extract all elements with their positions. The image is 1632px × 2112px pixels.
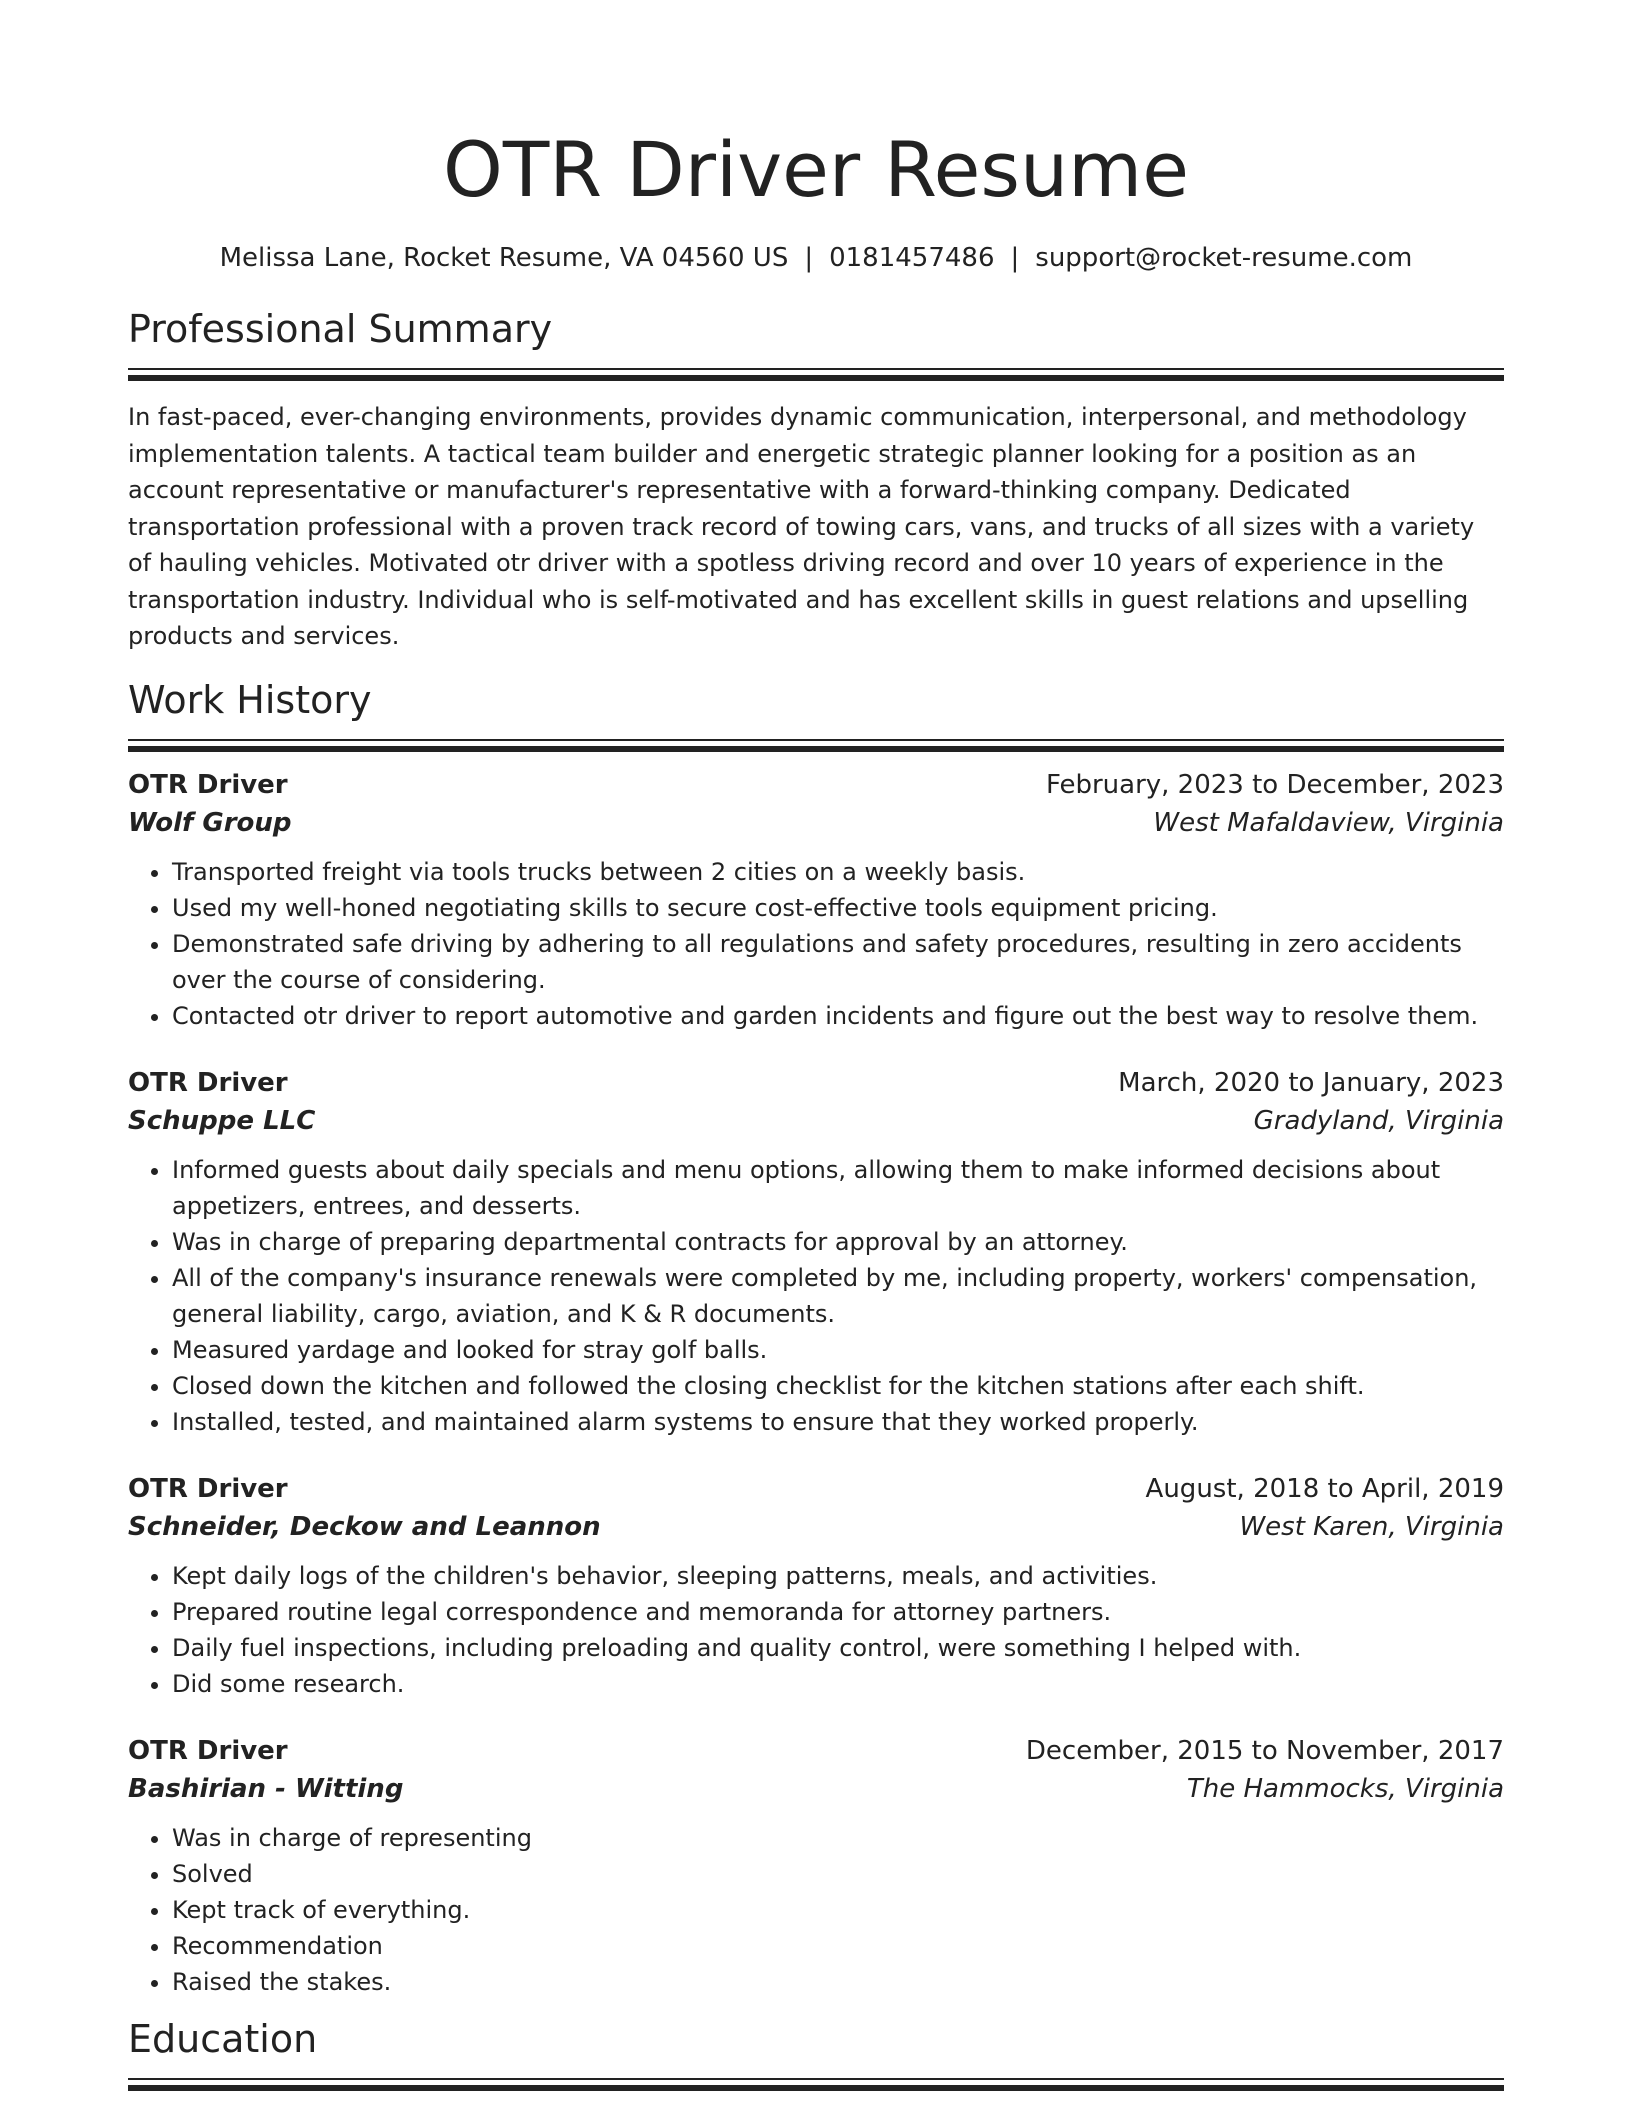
- job-company: Schuppe LLC: [128, 1105, 316, 1136]
- job-dates: December, 2015 to November, 2017: [1025, 1735, 1504, 1766]
- section-heading-work-history: Work History: [128, 677, 372, 722]
- job-company: Schneider, Deckow and Leannon: [128, 1511, 601, 1542]
- document-title: OTR Driver Resume: [443, 125, 1189, 214]
- job-header-row: [128, 1732, 1504, 1770]
- job-entry: [128, 1470, 1504, 1702]
- job-bullets: [128, 1820, 1504, 2000]
- job-header-row: [128, 1470, 1504, 1508]
- summary-section: [128, 304, 1504, 655]
- job-location: The Hammocks, Virginia: [1186, 1773, 1504, 1804]
- job-dates: February, 2023 to December, 2023: [1045, 769, 1504, 800]
- job-location: West Mafaldaview, Virginia: [1153, 807, 1504, 838]
- job-header-row: [128, 1064, 1504, 1102]
- job-bullet: • All of the company's insurance renewals were completed by me, including property, workers' compensation, general liability, cargo, aviation, and K & R documents.: [172, 1260, 1504, 1332]
- job-bullets: [128, 854, 1504, 1034]
- job-dates: August, 2018 to April, 2019: [1145, 1473, 1504, 1504]
- job-entry: [128, 1732, 1504, 2000]
- job-bullet: • Transported freight via tools trucks between 2 cities on a weekly basis.: [172, 854, 1504, 890]
- job-dates: March, 2020 to January, 2023: [1118, 1067, 1504, 1098]
- contact-email: support@rocket-resume.com: [1035, 243, 1413, 273]
- job-bullet: • Solved: [172, 1856, 1504, 1892]
- job-title: OTR Driver: [128, 1067, 288, 1098]
- job-bullet: • Kept track of everything.: [172, 1892, 1504, 1928]
- section-divider: [128, 739, 1504, 752]
- job-bullet: • Used my well-honed negotiating skills to secure cost-effective tools equipment pricing.: [172, 890, 1504, 926]
- section-heading-summary: Professional Summary: [128, 307, 553, 351]
- job-company: Bashirian - Witting: [128, 1773, 404, 1804]
- job-company: Wolf Group: [128, 807, 292, 838]
- job-bullet: • Daily fuel inspections, including preloading and quality control, were something I helped with.: [172, 1630, 1504, 1666]
- job-bullet: • Prepared routine legal correspondence and memoranda for attorney partners.: [172, 1594, 1504, 1630]
- section-heading-education: Education: [128, 2016, 318, 2061]
- job-company-row: [128, 1508, 1504, 1546]
- summary-text: In fast-paced, ever-changing environments, provides dynamic communication, interpersonal, and methodology implementation talents. A tactical team builder and energetic strategic planner looking for a position as an account representative or manufacturer's representative with a forward-thinking company. Dedicated transportation professional with a proven track record of towing cars, vans, and trucks of all sizes with a variety of hauling vehicles. Motivated otr driver with a spotless driving record and over 10 years of experience in the transportation industry. Individual who is self-motivated and has excellent skills in guest relations and upselling products and services.: [128, 403, 1475, 650]
- job-bullet: • Did some research.: [172, 1666, 1504, 1702]
- job-bullet: • Was in charge of preparing departmental contracts for approval by an attorney.: [172, 1224, 1504, 1260]
- work-history-section: [128, 675, 1504, 2000]
- job-bullet: • Informed guests about daily specials and menu options, allowing them to make informed decisions about appetizers, entrees, and desserts.: [172, 1152, 1504, 1224]
- contact-separator: |: [1010, 243, 1020, 273]
- contact-phone: 0181457486: [829, 243, 995, 273]
- job-header-row: [128, 766, 1504, 804]
- job-bullet: • Was in charge of representing: [172, 1820, 1504, 1856]
- job-bullet: • Kept daily logs of the children's behavior, sleeping patterns, meals, and activities.: [172, 1558, 1504, 1594]
- job-location: West Karen, Virginia: [1239, 1511, 1504, 1542]
- job-entry: [128, 1064, 1504, 1440]
- job-bullet: • Demonstrated safe driving by adhering to all regulations and safety procedures, resulting in zero accidents over the course of considering.: [172, 926, 1504, 998]
- contact-line: [128, 240, 1504, 276]
- job-company-row: [128, 1102, 1504, 1140]
- job-bullet: • Closed down the kitchen and followed the closing checklist for the kitchen stations after each shift.: [172, 1368, 1504, 1404]
- job-title: OTR Driver: [128, 769, 288, 800]
- job-bullets: [128, 1152, 1504, 1440]
- education-section: [128, 2014, 1504, 2091]
- job-location: Gradyland, Virginia: [1253, 1105, 1504, 1136]
- job-bullet: • Measured yardage and looked for stray golf balls.: [172, 1332, 1504, 1368]
- job-bullet: • Raised the stakes.: [172, 1964, 1504, 2000]
- job-company-row: [128, 1770, 1504, 1808]
- section-divider: [128, 368, 1504, 381]
- contact-separator: |: [804, 243, 814, 273]
- job-entry: [128, 766, 1504, 1034]
- job-company-row: [128, 804, 1504, 842]
- job-title: OTR Driver: [128, 1473, 288, 1504]
- job-bullet: • Contacted otr driver to report automotive and garden incidents and figure out the best way to resolve them.: [172, 998, 1504, 1034]
- job-bullets: [128, 1558, 1504, 1702]
- job-title: OTR Driver: [128, 1735, 288, 1766]
- section-divider: [128, 2078, 1504, 2091]
- job-bullet: • Installed, tested, and maintained alarm systems to ensure that they worked properly.: [172, 1404, 1504, 1440]
- job-bullet: • Recommendation: [172, 1928, 1504, 1964]
- contact-address: Melissa Lane, Rocket Resume, VA 04560 US: [219, 243, 789, 273]
